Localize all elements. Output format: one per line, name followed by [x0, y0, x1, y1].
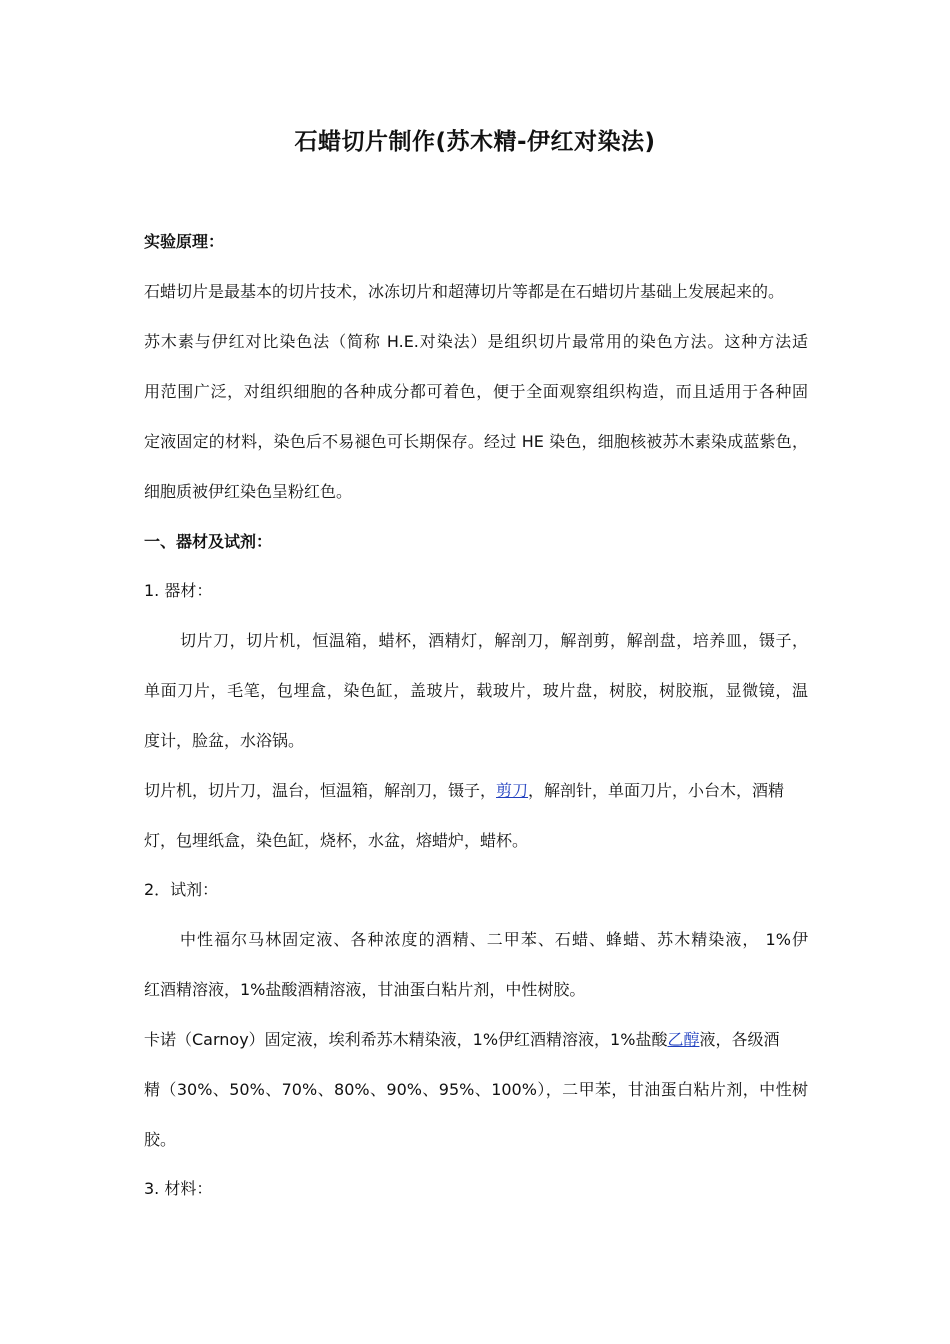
reagents-alt-text-before: 卡诺（Carnoy）固定液，埃利希苏木精染液，1%伊红酒精溶液，1%盐酸 [144, 1030, 668, 1049]
principle-line: 石蜡切片是最基本的切片技术，冰冻切片和超薄切片等都是在石蜡切片基础上发展起来的。 [144, 282, 785, 301]
principle-line: 定液固定的材料，染色后不易褪色可长期保存。经过 HE 染色，细胞核被苏木素染成蓝紫色， [144, 432, 808, 451]
equipment-line: 切片刀，切片机，恒温箱，蜡杯，酒精灯，解剖刀，解剖剪，解剖盘，培养皿，镊子， [180, 631, 808, 650]
principle-line: 用范围广泛，对组织细胞的各种成分都可着色，便于全面观察组织构造，而且适用于各种固 [144, 382, 808, 401]
equipment-line: 单面刀片，毛笔，包埋盒，染色缸，盖玻片，载玻片，玻片盘，树胶，树胶瓶，显微镜，温 [144, 681, 808, 700]
materials-heading: 3. 材料： [144, 1179, 213, 1198]
reagents-line: 中性福尔马林固定液、各种浓度的酒精、二甲苯、石蜡、蜂蜡、苏木精染液， 1%伊 [180, 930, 808, 949]
equipment-alt-line: 灯，包埋纸盒，染色缸，烧杯，水盆，熔蜡炉，蜡杯。 [144, 831, 529, 850]
reagents-heading: 2．试剂： [144, 880, 219, 899]
reagents-line: 红酒精溶液，1%盐酸酒精溶液，甘油蛋白粘片剂，中性树胶。 [144, 980, 586, 999]
equipment-alt-text-before: 切片机，切片刀，温台，恒温箱，解剖刀，镊子， [144, 781, 497, 800]
section1-heading: 一、器材及试剂： [144, 532, 273, 551]
principle-heading: 实验原理： [144, 232, 225, 251]
reagents-alt-line: 精（30%、50%、70%、80%、90%、95%、100%），二甲苯，甘油蛋白粘片剂，中性树 [144, 1080, 808, 1099]
equipment-alt-line [144, 778, 808, 804]
equipment-line: 度计，脸盆，水浴锅。 [144, 731, 305, 750]
document-title: 石蜡切片制作(苏木精-伊红对染法) [294, 129, 656, 155]
principle-line: 细胞质被伊红染色呈粉红色。 [144, 482, 353, 501]
scissors-link[interactable]: 剪刀 [496, 781, 529, 800]
reagents-alt-line: 胶。 [144, 1130, 177, 1149]
equipment-alt-text-after: ，解剖针，单面刀片，小台木，酒精 [528, 781, 785, 800]
equipment-heading: 1. 器材： [144, 581, 213, 600]
reagents-alt-line [144, 1027, 808, 1053]
reagents-alt-text-after: 液，各级酒 [699, 1030, 780, 1049]
principle-line: 苏木素与伊红对比染色法（简称 H.E.对染法）是组织切片最常用的染色方法。这种方法适 [144, 332, 808, 351]
ethanol-link[interactable]: 乙醇 [667, 1030, 700, 1049]
